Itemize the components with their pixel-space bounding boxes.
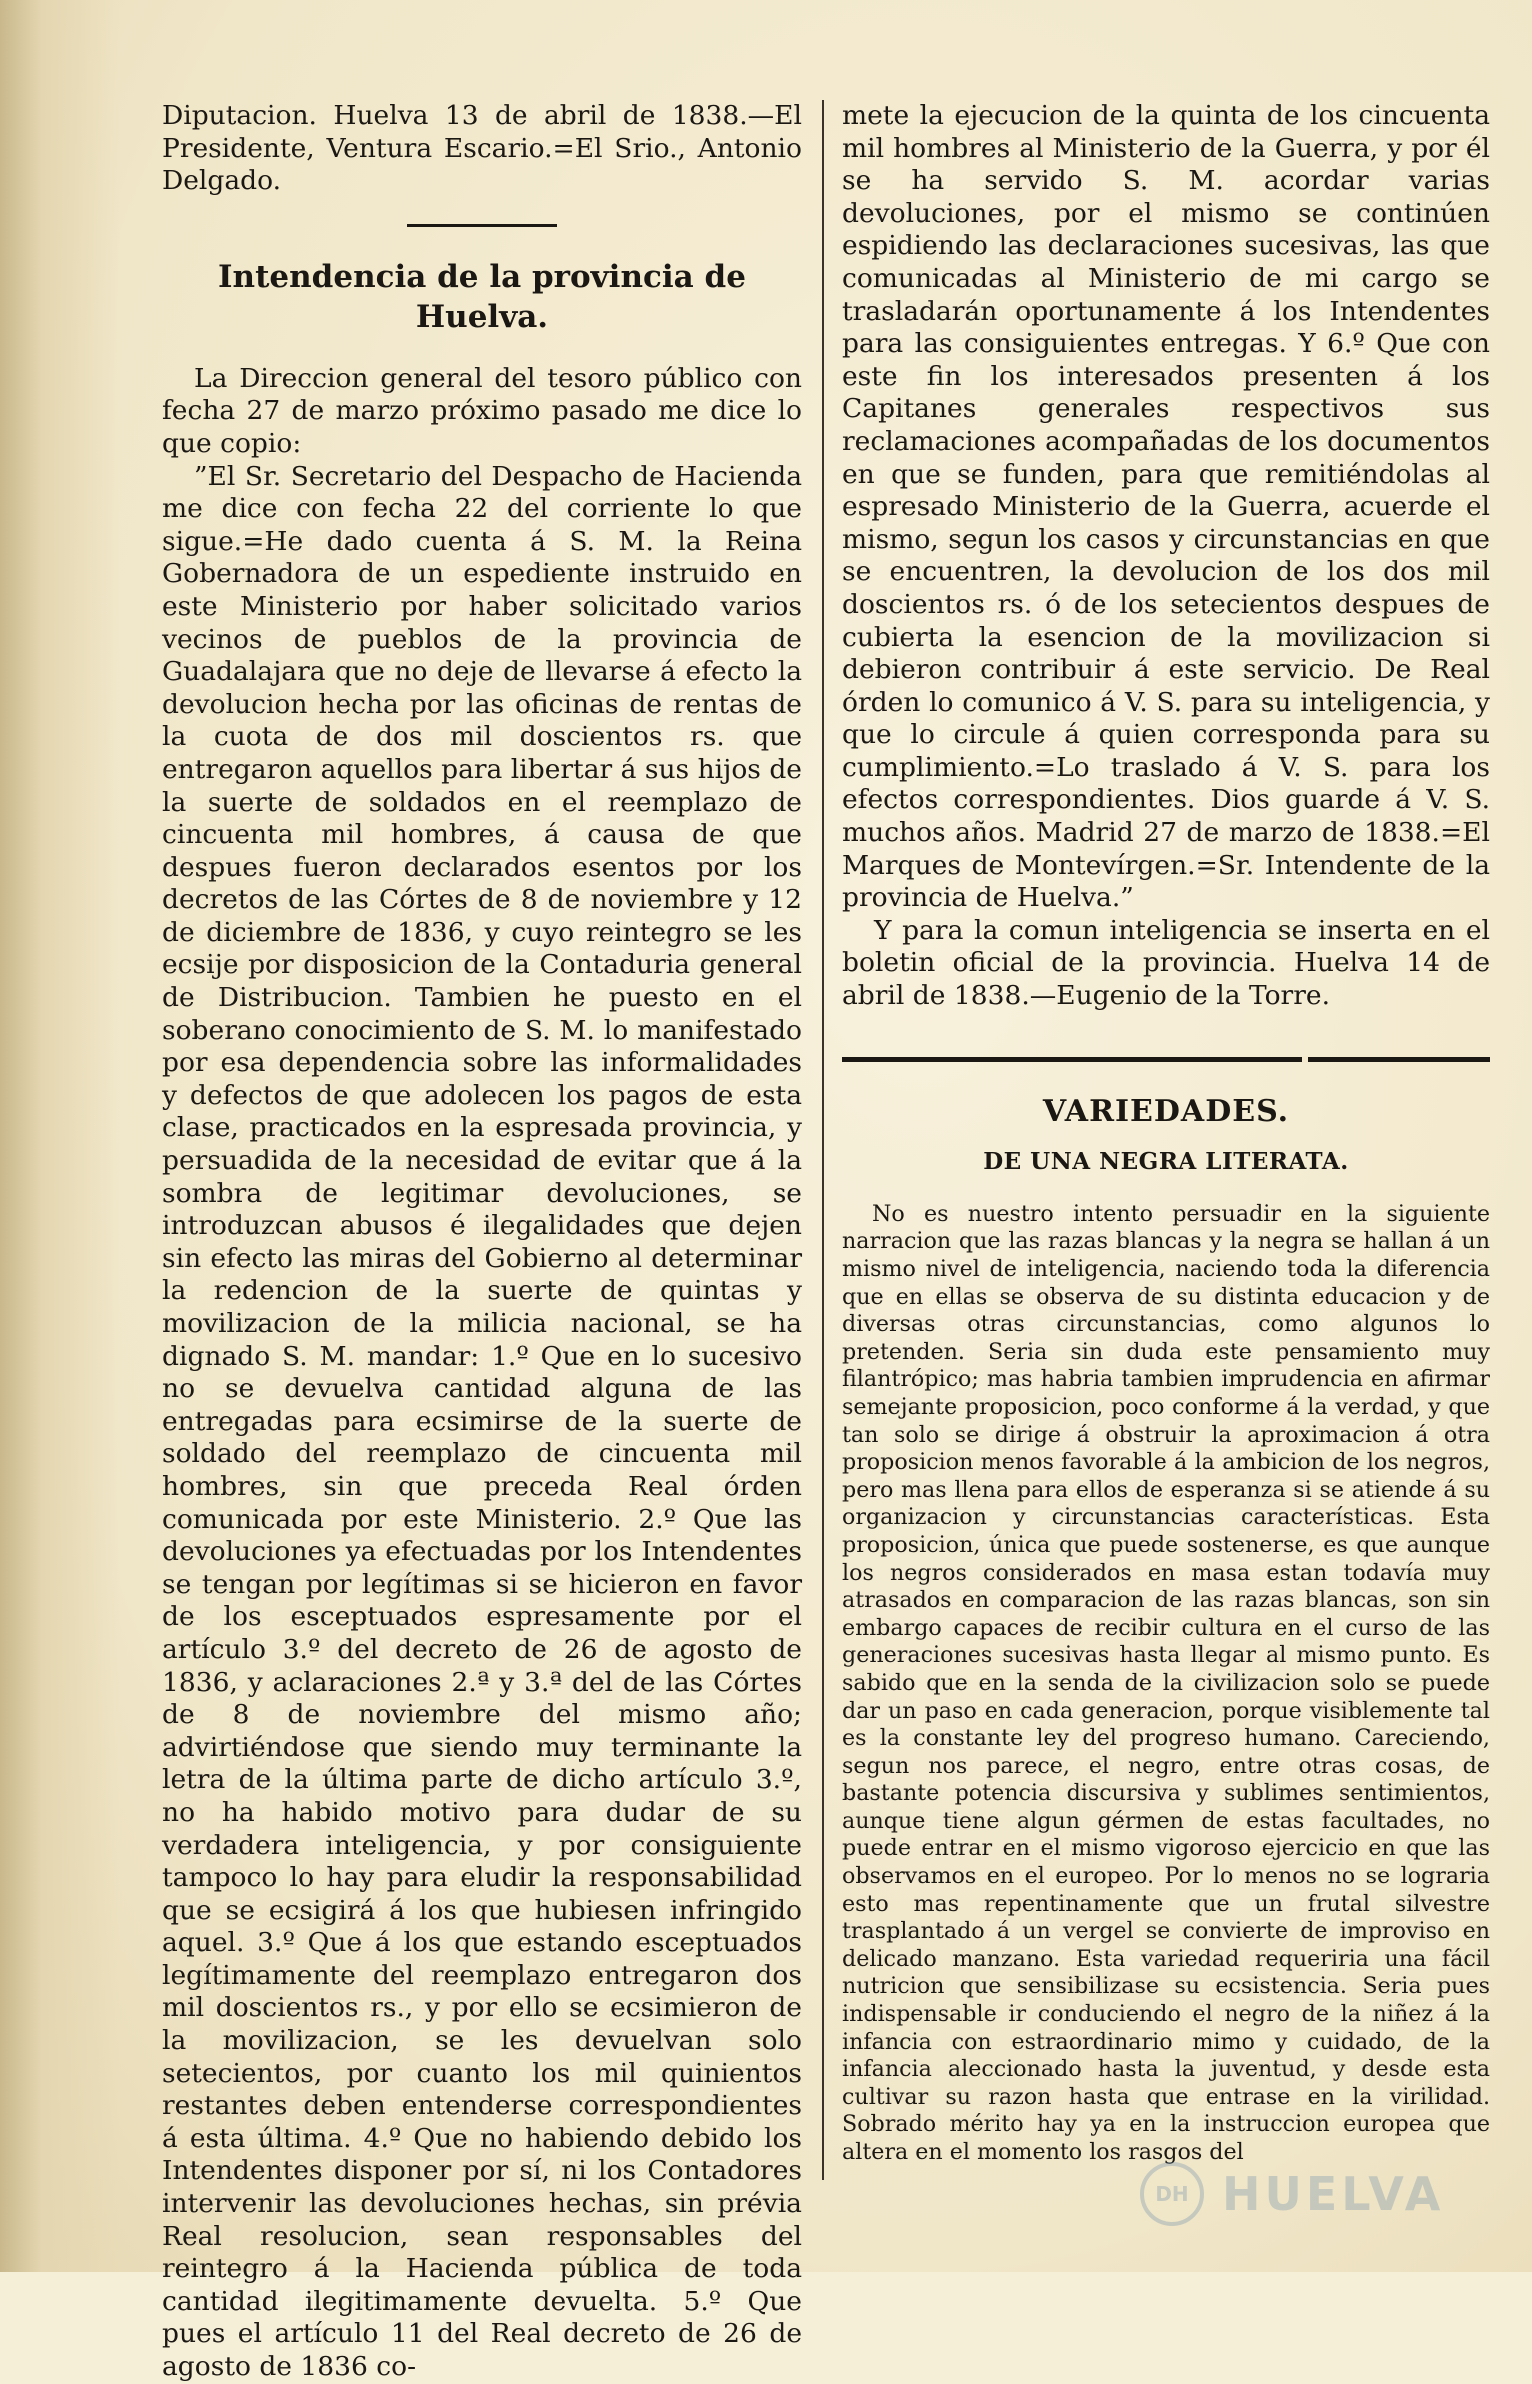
right-column bbox=[842, 100, 1490, 2167]
intendencia-continuation: mete la ejecucion de la quinta de los cincuenta mil hombres al Ministerio de la Guerra, y por él se ha servido S. M. acordar varias devoluciones, por el mismo se continúen espidiendo las declaraciones sucesivas, las que comunicadas al Ministerio de mi cargo se trasladarán oportunamente á los Intendentes para las consiguientes entregas. Y 6.º Que con este fin los interesados presenten á los Capitanes generales respectivos sus reclamaciones acompañadas de los documentos en que se funden, para que remitiéndolas al espresado Ministerio de la Guerra, acuerde el mismo, segun los casos y circunstancias en que se encuentren, la devolucion de los dos mil doscientos rs. ó de los setecientos despues de cubierta la esencion de la movilizacion si debieron contribuir á este servicio. De Real órden lo comunico á V. S. para su inteligencia, y que lo circule á quien corresponda para su cumplimiento.=Lo traslado á V. S. para los efectos correspondientes. Dios guarde á V. S. muchos años. Madrid 27 de marzo de 1838.=El Marques de Montevírgen.=Sr. Intendente de la provincia de Huelva.” bbox=[842, 100, 1490, 914]
article-subtitle: DE UNA NEGRA LITERATA. bbox=[983, 1148, 1349, 1176]
intendencia-body: ”El Sr. Secretario del Despacho de Hacienda me dice con fecha 22 del corriente lo que sigue.=He dado cuenta á S. M. la Reina Gobernadora de un espediente instruido en este Ministerio por haber solicitado varios vecinos de pueblos de la provincia de Guadalajara que no deje de llevarse á efecto la devolucion hecha por las oficinas de rentas de la cuota de dos mil doscientos rs. que entregaron aquellos para libertar á sus hijos de la suerte de soldados en el reemplazo de cincuenta mil hombres, á causa de que despues fueron declarados esentos por los decretos de las Córtes de 8 de noviembre y 12 de diciembre de 1836, y cuyo reintegro se les ecsije por disposicion de la Contaduria general de Distribucion. Tambien he puesto en el soberano conocimiento de S. M. lo manifestado por esa dependencia sobre las informalidades y defectos de que adolecen los pagos de esta clase, practicados en la espresada provincia, y persuadida de la necesidad de evitar que á la sombra de legitimar devoluciones, se introduzcan abusos é ilegalidades que dejen sin efecto las miras del Gobierno al determinar la redencion de la suerte de quintas y movilizacion de la milicia nacional, se ha dignado S. M. mandar: 1.º Que en lo sucesivo no se devuelva cantidad alguna de las entregadas para ecsimirse de la suerte de soldado del reemplazo de cincuenta mil hombres, sin que preceda Real órden comunicada por este Ministerio. 2.º Que las devoluciones ya efectuadas por los Intendentes se tengan por legítimas si se hicieron en favor de los esceptuados espresamente por el artículo 3.º del decreto de 26 de agosto de 1836, y aclaraciones 2.ª y 3.ª del de las Córtes de 8 de noviembre del mismo año; advirtiéndose que siendo muy terminante la letra de la última parte de dicho artículo 3.º, no ha habido motivo para dudar de su verdadera inteligencia, y por consiguiente tampoco lo hay para eludir la responsabilidad que se ecsigirá á los que hubiesen infringido aquel. 3.º Que á los que estando esceptuados legítimamente del reemplazo entregaron dos mil doscientos rs., y por ello se ecsimieron de la movilizacion, se les devuelvan solo setecientos, por cuanto los mil quinientos restantes deben entenderse correspondientes á esta última. 4.º Que no habiendo debido los Intendentes disponer por sí, ni los Contadores intervenir las devoluciones hechas, sin prévia Real resolucion, sean responsables del reintegro á la Hacienda pública de toda cantidad ilegitimamente devuelta. 5.º Que pues el artículo 11 del Real decreto de 26 de agosto de 1836 co- bbox=[162, 460, 802, 2382]
section-title-intendencia: Intendencia de la provincia de Huelva. bbox=[218, 258, 746, 335]
page-binding-shadow bbox=[0, 0, 120, 2272]
seal-icon bbox=[1140, 2162, 1204, 2226]
section-double-rule bbox=[842, 1057, 1490, 1062]
left-column bbox=[162, 100, 802, 2384]
watermark-text: HUELVA bbox=[1222, 2167, 1445, 2221]
intendencia-intro: La Direccion general del tesoro público con fecha 27 de marzo próximo pasado me dice lo que copio: bbox=[162, 362, 802, 459]
seal-text: DH bbox=[1155, 2182, 1189, 2206]
archive-watermark bbox=[1140, 2154, 1470, 2234]
article-body: No es nuestro intento persuadir en la siguiente narracion que las razas blancas y la negra se hallan á un mismo nivel de inteligencia, naciendo toda la diferencia que en ellas se observa de su distinta educacion y de diversas otras circunstancias, como algunos lo pretenden. Seria sin duda este pensamiento muy filantrópico; mas habria tambien imprudencia en afirmar semejante proposicion, poco conforme á la verdad, y que tan solo se dirige á obstruir la aproximacion á otra proposicion menos favorable á la ambicion de los negros, pero mas llena para ellos de esperanza si se atiende á su organizacion y circunstancias características. Esta proposicion, única que puede sostenerse, es que aunque los negros considerados en masa estan todavía muy atrasados en comparacion de las razas blancas, son sin embargo capaces de recibir cultura en el curso de las generaciones sucesivas hasta llegar al mismo punto. Es sabido que en la senda de la civilizacion solo se puede dar un paso en cada generacion, porque visiblemente tal es la constante ley del progreso humano. Careciendo, segun nos parece, el negro, entre otras cosas, de bastante potencia discursiva y sublimes sentimientos, aunque tiene algun gérmen de estas facultades, no puede entrar en el mismo vigoroso ejercicio en que las observamos en el europeo. Por lo menos no se lograria esto mas repentinamente que un frutal silvestre trasplantado á un vergel se convierte de improviso en delicado manzano. Esta variedad requeriria una fácil nutricion que sensibilizase su ecsistencia. Seria pues indispensable ir conduciendo el negro de la niñez á la infancia con estraordinario mimo y cuidado, de la infancia aleccionado hasta la juventud, y desde esta cultivar su razon hasta que entrase en la virilidad. Sobrado mérito hay ya en la instruccion europea que altera en el momento los rasgos del bbox=[842, 1200, 1490, 2165]
intendencia-closing: Y para la comun inteligencia se inserta en el boletin oficial de la provincia. Huelva 14 de abril de 1838.—Eugenio de la Torre. bbox=[842, 914, 1490, 1012]
section-divider bbox=[407, 224, 557, 227]
diputacion-signature: Diputacion. Huelva 13 de abril de 1838.—El Presidente, Ventura Escario.=El Srio., Antonio Delgado. bbox=[162, 100, 802, 197]
section-title-variedades: VARIEDADES. bbox=[1042, 1093, 1290, 1129]
column-divider bbox=[822, 100, 824, 2180]
